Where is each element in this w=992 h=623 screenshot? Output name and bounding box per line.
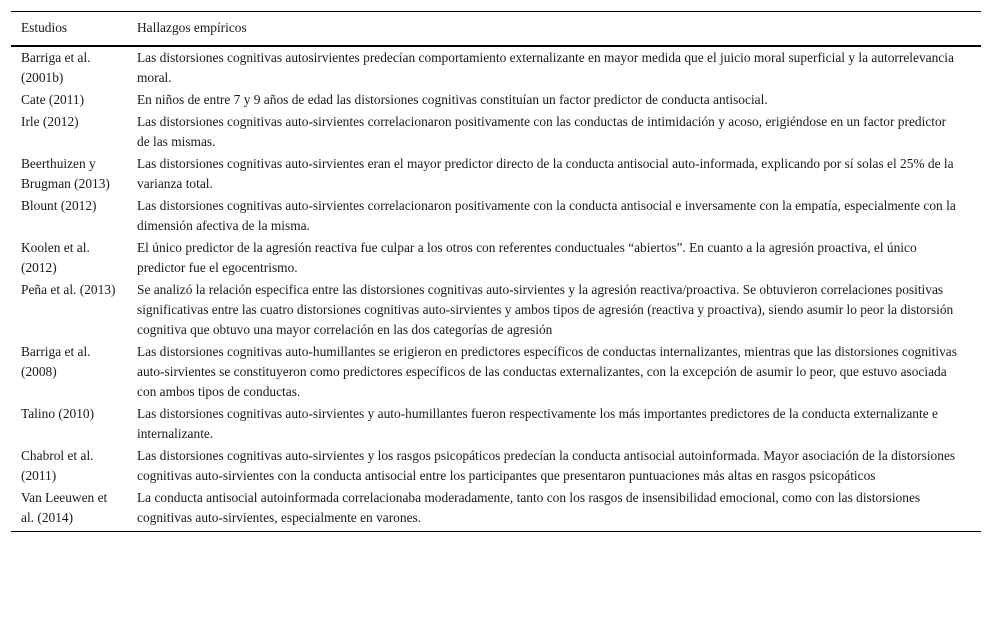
finding-cell: Las distorsiones cognitivas auto-sirvientes correlacionaron positivamente con la conducta antisocial e inversamente con la empatía, especialmente con la dimensión afectiva de la misma.: [137, 198, 956, 233]
column-header-studies: Estudios: [21, 20, 68, 35]
finding-cell: Las distorsiones cognitivas auto-sirvientes correlacionaron positivamente con las conductas de intimidación y acoso, erigiéndose en un factor predictor de las mismas.: [137, 114, 947, 149]
table-row: [11, 111, 981, 153]
table-row: [11, 445, 981, 487]
table-header-row: [11, 12, 981, 47]
study-cell: Talino (2010): [21, 406, 95, 421]
finding-cell: Las distorsiones cognitivas auto-sirvientes eran el mayor predictor directo de la conducta antisocial auto-informada, explicando por sí solas el 25% de la varianza total.: [137, 156, 954, 191]
findings-table: [11, 11, 981, 532]
table-row: [11, 487, 981, 532]
finding-cell: Las distorsiones cognitivas auto-sirvientes y auto-humillantes fueron respectivamente los más importantes predictores de la conducta externalizante e internalizante.: [137, 406, 938, 441]
findings-table-container: [11, 11, 981, 532]
study-cell: Cate (2011): [21, 92, 85, 107]
study-cell: Beerthuizen y Brugman (2013): [21, 156, 110, 191]
table-row: [11, 403, 981, 445]
table-row: [11, 46, 981, 89]
finding-cell: Se analizó la relación especifica entre las distorsiones cognitivas auto-sirvientes y la agresión reactiva/proactiva. Se obtuvieron correlaciones positivas significativas entre las cuatro distorsiones cognitivas auto-sirvientes y ambos tipos de agresión (reactiva y proactiva), siendo asumir lo peor la distorsión cognitiva que obtuvo una mayor correlación en las dos categorías de agresión: [137, 282, 954, 337]
finding-cell: Las distorsiones cognitivas auto-humillantes se erigieron en predictores específicos de conductas internalizantes, mientras que las distorsiones cognitivas auto-sirvientes se constituyeron como predictores específicos de las conductas externalizantes, con la excepción de asumir lo peor, que estuvo asociada con ambos tipos de conductas.: [137, 344, 957, 399]
table-row: [11, 195, 981, 237]
study-cell: Koolen et al. (2012): [21, 240, 90, 275]
table-row: [11, 153, 981, 195]
study-cell: Peña et al. (2013): [21, 282, 116, 297]
study-cell: Blount (2012): [21, 198, 97, 213]
study-cell: Irle (2012): [21, 114, 79, 129]
table-row: [11, 341, 981, 403]
study-cell: Van Leeuwen et al. (2014): [11, 487, 127, 532]
study-cell: Chabrol et al. (2011): [21, 448, 94, 483]
table-row: [11, 279, 981, 341]
finding-cell: El único predictor de la agresión reactiva fue culpar a los otros con referentes conductuales “abiertos”. En cuanto a la agresión proactiva, el único predictor fue el egocentrismo.: [137, 240, 917, 275]
finding-cell: En niños de entre 7 y 9 años de edad las distorsiones cognitivas constituían un factor predictor de conducta antisocial.: [137, 92, 768, 107]
finding-cell: La conducta antisocial autoinformada correlacionaba moderadamente, tanto con los rasgos de insensibilidad emocional, como con las distorsiones cognitivas auto-sirvientes, especialmente en varones.: [127, 487, 981, 532]
finding-cell: Las distorsiones cognitivas auto-sirvientes y los rasgos psicopáticos predecían la conducta antisocial autoinformada. Mayor asociación de la distorsiones cognitivas auto-sirvientes con la conducta antisocial entre los participantes que presentaron puntuaciones más altas en rasgos psicopáticos: [137, 448, 956, 483]
column-header-findings: Hallazgos empíricos: [137, 20, 247, 35]
study-cell: Barriga et al. (2008): [21, 344, 91, 379]
study-cell: Barriga et al. (2001b): [21, 50, 91, 85]
table-row: [11, 89, 981, 111]
finding-cell: Las distorsiones cognitivas autosirvientes predecían comportamiento externalizante en mayor medida que el juicio moral superficial y la autorrelevancia moral.: [137, 50, 954, 85]
table-row: [11, 237, 981, 279]
